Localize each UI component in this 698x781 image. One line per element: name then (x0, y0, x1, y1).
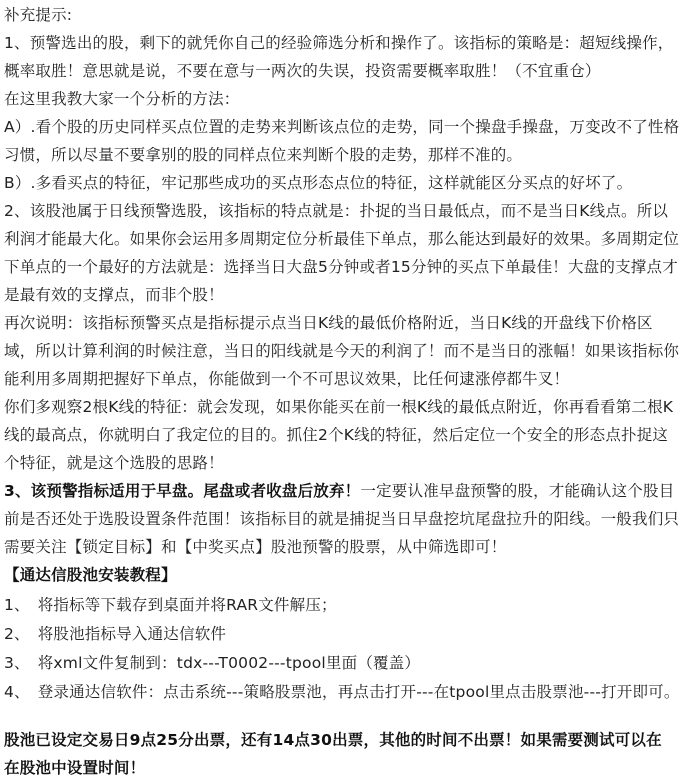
line-12: 再次说明：该指标预警买点是指标提示点当日K线的最低价格附近，当日K线的开盘线下价格区 (4, 314, 653, 332)
line-4: 在这里我教大家一个分析的方法： (4, 90, 240, 108)
line-16: 线的最高点，你就明白了我定位的目的。抓住2个K线的特征，然后定位一个安全的形态点扑捉这 (4, 426, 669, 444)
install-step-3: 3、 将xml文件复制到：tdx---T0002---tpool里面（覆盖） (4, 654, 421, 672)
install-step-2: 2、 将股池指标导入通达信软件 (4, 625, 227, 643)
line-20: 需要关注【锁定目标】和【中奖买点】股池预警的股票，从中筛选即可！ (4, 538, 507, 556)
line-3: 概率取胜！意思就是说，不要在意与一两次的失误，投资需要概率取胜！（不宜重仓） (4, 62, 601, 80)
line-7: B）.多看买点的特征，牢记那些成功的买点形态点位的特征，这样就能区分买点的好坏了。 (4, 174, 633, 192)
line-10: 下单点的一个最好的方法就是：选择当日大盘5分钟或者15分钟的买点下单最佳！大盘的支撑点才 (4, 258, 678, 276)
line-18: 3、该预警指标适用于早盘。尾盘或者收盘后放弃！一定要认准早盘预警的股，才能确认这个股目 (4, 482, 675, 500)
line-19: 前是否还处于选股设置条件范围！该指标目的就是捕捉当日早盘挖坑尾盘拉升的阳线。一般我们只 (4, 510, 680, 528)
line-13: 域，所以计算利润的时候注意，当日的阳线就是今天的利润了！而不是当日的涨幅！如果该指标你 (4, 342, 680, 360)
line-5: A）.看个股的历史同样买点位置的走势来判断该点位的走势，同一个操盘手操盘，万变改不了性格 (4, 118, 680, 136)
closing-note-line-2: 在股池中设置时间！ (4, 759, 146, 777)
line-2: 1、预警选出的股，剩下的就凭你自己的经验筛选分析和操作了。该指标的策略是：超短线操作， (4, 34, 674, 52)
line-9: 利润才能最大化。如果你会运用多周期定位分析最佳下单点，那么能达到最好的效果。多周期定位 (4, 230, 680, 248)
line-8: 2、该股池属于日线预警选股，该指标的特点就是：扑捉的当日最低点，而不是当日K线点。所以 (4, 202, 669, 220)
line-6: 习惯，所以尽量不要拿别的股的同样点位来判断个股的走势，那样不准的。 (4, 146, 523, 164)
line-14: 能利用多周期把握好下单点，你能做到一个不可思议效果，比任何逮涨停都牛叉！ (4, 370, 570, 388)
line-1: 补充提示: (4, 6, 73, 24)
closing-note-line-1: 股池已设定交易日9点25分出票，还有14点30出票，其他的时间不出票！如果需要测试可以在 (4, 731, 662, 749)
install-step-1: 1、 将指标等下载存到桌面并将RAR文件解压； (4, 596, 337, 614)
install-step-4: 4、 登录通达信软件：点击系统---策略股票池，再点击打开---在tpool里点击股票池---打开即可。 (4, 683, 680, 701)
section-heading: 【通达信股池安装教程】 (4, 566, 177, 584)
line-15: 你们多观察2根K线的特征：就会发现，如果你能买在前一根K线的最低点附近，你再看看第二根K (4, 398, 674, 416)
line-11: 是最有效的支撑点，而非个股！ (4, 286, 224, 304)
line-17: 个特征，就是这个选股的思路！ (4, 454, 224, 472)
